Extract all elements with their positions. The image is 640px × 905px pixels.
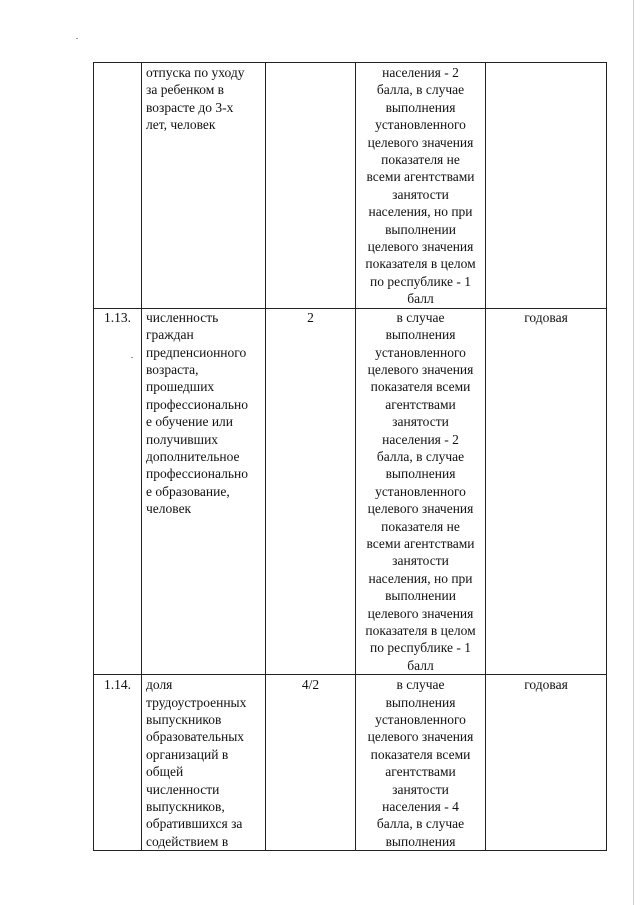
indicator-name-line: организаций в <box>146 746 229 762</box>
indicators-table <box>93 62 607 851</box>
criteria-line: показателя всеми <box>370 379 471 395</box>
indicator-name-line: обратившихся за <box>146 816 243 832</box>
indicator-name-line: прошедших <box>146 379 215 395</box>
criteria-line: в случае <box>396 677 445 693</box>
indicator-name-line: дополнительное <box>146 448 240 464</box>
criteria-line: целевого значения <box>367 134 474 150</box>
reporting-period: годовая <box>486 308 607 675</box>
criteria-line: населения, но при <box>368 204 473 220</box>
indicator-value: 2 <box>266 308 356 675</box>
indicator-name-line: трудоустроенных <box>146 694 247 710</box>
indicator-name-line: профессионально <box>146 466 248 482</box>
criteria-line: балл <box>407 291 434 307</box>
indicator-name-line: выпускников, <box>146 799 225 815</box>
scan-speck <box>76 38 78 39</box>
indicator-name <box>142 63 266 309</box>
criteria-line: целевого значения <box>367 605 474 621</box>
indicator-name-line: лет, человек <box>146 117 216 133</box>
reporting-period <box>486 63 607 309</box>
criteria-line: населения, но при <box>368 570 473 586</box>
criteria-line: выполнении <box>385 221 456 237</box>
criteria-line: населения - 2 <box>382 65 459 80</box>
criteria-line: по республике - 1 <box>370 273 471 289</box>
criteria-line: выполнения <box>385 694 456 710</box>
indicator-name-line: численности <box>146 781 220 797</box>
indicator-value: 4/2 <box>266 675 356 851</box>
criteria-line: агентствами <box>385 396 456 412</box>
scoring-criteria <box>356 63 486 309</box>
indicator-name-line: е обучение или <box>146 414 234 430</box>
scoring-criteria <box>356 675 486 851</box>
indicator-name-line: доля <box>146 677 173 693</box>
criteria-line: показателя не <box>381 152 460 168</box>
criteria-line: занятости <box>392 414 449 430</box>
row-number: 1.14. <box>94 675 142 851</box>
criteria-line: установленного <box>375 483 466 499</box>
criteria-line: балла, в случае <box>376 816 465 832</box>
criteria-line: показателя не <box>381 518 460 534</box>
page-edge <box>633 0 634 905</box>
scoring-criteria <box>356 308 486 675</box>
row-number <box>94 63 142 309</box>
indicator-name-line: профессионально <box>146 396 248 412</box>
criteria-line: в случае <box>396 309 445 325</box>
criteria-line: по республике - 1 <box>370 640 471 656</box>
criteria-line: выполнении <box>385 588 456 604</box>
criteria-line: занятости <box>392 781 449 797</box>
reporting-period: годовая <box>486 675 607 851</box>
indicator-name-line: граждан <box>146 327 194 343</box>
criteria-line: показателя всеми <box>370 746 471 762</box>
criteria-line: населения - 2 <box>382 431 459 447</box>
criteria-line: балл <box>407 657 434 673</box>
table-row <box>94 675 607 851</box>
indicator-name-line: человек <box>146 501 192 517</box>
indicator-name-line: образовательных <box>146 729 245 745</box>
indicator-name-line: общей <box>146 764 184 780</box>
indicator-name-line: численность <box>146 309 219 325</box>
criteria-line: занятости <box>392 186 449 202</box>
criteria-line: агентствами <box>385 764 456 780</box>
indicator-name-line: возраста, <box>146 361 199 377</box>
indicator-name-line: отпуска по уходу <box>146 65 245 80</box>
indicator-name-line: выпускников <box>146 712 222 728</box>
criteria-line: всеми агентствами <box>366 535 475 551</box>
indicator-value <box>266 63 356 309</box>
criteria-line: населения - 4 <box>382 799 459 815</box>
criteria-line: выполнения <box>385 466 456 482</box>
indicator-name <box>142 675 266 851</box>
criteria-line: целевого значения <box>367 239 474 255</box>
table-row <box>94 308 607 675</box>
indicator-name-line: возрасте до 3-х <box>146 99 234 115</box>
criteria-line: балла, в случае <box>376 448 465 464</box>
indicator-name-line: предпенсионного <box>146 344 247 360</box>
criteria-line: выполнения <box>385 99 456 115</box>
criteria-line: целевого значения <box>367 729 474 745</box>
criteria-line: балла, в случае <box>376 82 465 98</box>
indicator-name-line: получивших <box>146 431 219 447</box>
indicator-name-line: е образование, <box>146 483 230 499</box>
criteria-line: занятости <box>392 553 449 569</box>
criteria-line: выполнения <box>385 327 456 343</box>
criteria-line: целевого значения <box>367 361 474 377</box>
table-row <box>94 63 607 309</box>
criteria-line: установленного <box>375 344 466 360</box>
criteria-line: всеми агентствами <box>366 169 475 185</box>
criteria-line: целевого значения <box>367 501 474 517</box>
criteria-line: установленного <box>375 712 466 728</box>
indicator-name-line: за ребенком в <box>146 82 225 98</box>
criteria-line: показателя в целом <box>365 256 476 272</box>
indicator-name <box>142 308 266 675</box>
criteria-line: установленного <box>375 117 466 133</box>
row-number: 1.13. <box>94 308 142 675</box>
indicator-name-line: содействием в <box>146 833 229 849</box>
criteria-line: показателя в целом <box>365 623 476 638</box>
criteria-line: выполнения <box>385 833 456 849</box>
